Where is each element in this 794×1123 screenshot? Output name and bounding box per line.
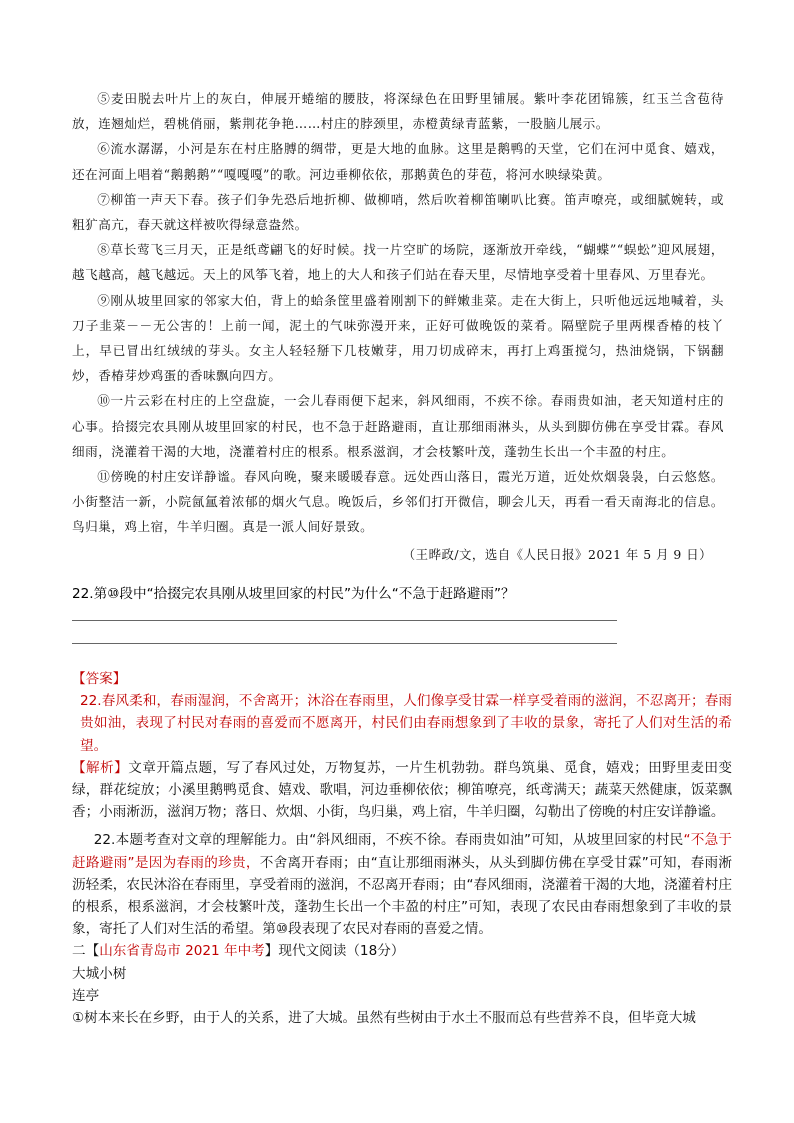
answer-section [72, 668, 732, 1029]
passage-paragraph-11: ⑪傍晚的村庄安详静谧。春风向晚，聚来暖暖春意。远处西山落日，霞光万道，近处炊烟袅袅，白云悠悠。小街整洁一新，小院氤氲着浓郁的烟火气息。晚饭后，乡邻们打开微信，聊会儿天，再看一看天南海北的信息。鸟归巢，鸡上宿，牛羊归圈。真是一派人间好景致。 [72, 469, 724, 535]
passage-paragraph-5: ⑤麦田脱去叶片上的灰白，伸展开蜷缩的腰肢，将深绿色在田野里铺展。紫叶李花团锦簇，红玉兰含苞待放，连翘灿烂，碧桃俏丽，紫荆花争艳……村庄的脖颈里，赤橙黄绿青蓝紫，一股脑儿展示。 [72, 91, 724, 132]
answer-line [72, 643, 617, 644]
reading-passage [72, 86, 724, 567]
article-author: 连亭 [72, 987, 100, 1004]
passage-paragraph-8: ⑧草长莺飞三月天，正是纸鸢翩飞的好时候。找一片空旷的场院，逐渐放开牵线，“蝴蝶”“蜈蚣”迎风展翅，越飞越高，越飞越远。天上的风筝飞着，地上的大人和孩子们站在春天里，尽情地享受着十里春风、万里春光。 [72, 242, 724, 283]
passage-paragraph-6: ⑥流水潺潺，小河是东在村庄胳膊的绸带，更是大地的血脉。这里是鹅鸭的天堂，它们在河中觅食、嬉戏，还在河面上唱着“鹅鹅鹅”“嘎嘎嘎”的歌。河边垂柳依依，那鹅黄色的芽苞，将河水映绿染黄。 [72, 141, 724, 182]
passage-paragraph-7: ⑦柳笛一声天下春。孩子们争先恐后地折柳、做柳哨，然后吹着柳笛喇叭比赛。笛声嘹亮，或细腻婉转，或粗犷高亢，春天就这样被吹得绿意盎然。 [72, 191, 724, 233]
question-22: 22.第⑩段中“拾掇完农具刚从坡里回家的村民”为什么“不急于赶路避雨”？ [72, 586, 515, 602]
detail-text-1: 22.本题考查对文章的理解能力。由“斜风细雨，不疾不徐。春雨贵如油”可知，从坡里回家的村民 [93, 832, 684, 849]
passage-paragraph-10: ⑩一片云彩在村庄的上空盘旋，一会儿春雨便下起来，斜风细雨，不疾不徐。春雨贵如油，老天知道村庄的心事。拾掇完农具刚从坡里回家的村民，也不急于赶路避雨，直让那细雨淋头，从头到脚仿佛在享受甘霖。春风细雨，浇灌着干渴的大地，浇灌着村庄的根系。根系滋润，才会枝繁叶茂，蓬勃生长出一个丰盈的村庄。 [72, 393, 724, 459]
answer-line [72, 620, 617, 621]
passage-paragraph-9: ⑨刚从坡里回家的邻家大伯，背上的蛤条筐里盛着刚割下的鲜嫩韭菜。走在大街上，只听他远远地喊着，头刀子韭菜－－无公害的！上前一闻，泥土的气味弥漫开来，正好可做晚饭的菜肴。隔壁院子里两棵香椿的枝丫上，早已冒出红绒绒的芽头。女主人轻轻掰下几枝嫩芽，用刀切成碎末，再打上鸡蛋搅匀，热油烧锅，下锅翻炒，香椿芽炒鸡蛋的香味飘向四方。 [72, 292, 724, 384]
section-heading: 二【山东省青岛市 2021 年中考】现代文阅读（18分） [72, 943, 405, 960]
detail-text-red: “不急于赶路避雨”是因为春雨的珍贵， [72, 832, 733, 871]
section-source: 山东省青岛市 2021 年中考 [99, 943, 265, 960]
answer-text: 22.春风柔和，春雨湿润，不舍离开；沐浴在春雨里，人们像享受甘霖一样享受着雨的滋润，不忍离开；春雨贵如油，表现了村民对春雨的喜爱而不愿离开，村民们由春雨想象到了丰收的景象，寄托了人们对生活的希望。 [80, 693, 732, 754]
analysis-text: 文章开篇点题，写了春风过处，万物复苏，一片生机勃勃。群鸟筑巢、觅食，嬉戏；田野里麦田变绿，群花绽放；小溪里鹅鸭觅食、嬉戏、歌唱，河边垂柳依依；柳笛嘹亮，纸鸢满天；蔬菜天然健康，饭菜飘香；小雨淅沥，滋润万物；落日、炊烟、小街，鸟归巢，鸡上宿，牛羊归圈，勾勒出了傍晚的村庄安详静谧。 [72, 759, 733, 821]
answer-tag: 【答案】 [72, 671, 127, 687]
article-title: 大城小树 [72, 965, 127, 982]
article-first-line: ①树本来长在乡野，由于人的关系，进了大城。虽然有些树由于水土不服而总有些营养不良，但毕竟大城 [72, 1010, 696, 1027]
analysis-tag: 【解析】 [72, 759, 129, 776]
passage-credit: （王晔政/文，选自《人民日报》2021 年 5 月 9 日） [402, 546, 712, 562]
detail-text-2: 不舍离开春雨；由“直让那细雨淋头，从头到脚仿佛在享受甘霖”可知，春雨淅沥轻柔，农民沐浴在春雨里，享受着雨的滋润，不忍离开春雨；由“春风细雨，浇灌着干渴的大地，浇灌着村庄的根系，根系滋润，才会枝繁叶茂，蓬勃生长出一个丰盈的村庄”可知，表现了农民由春雨想象到了丰收的景象，寄托了人们对生活的希望。第⑩段表现了农民对春雨的喜爱之情。 [72, 854, 732, 938]
